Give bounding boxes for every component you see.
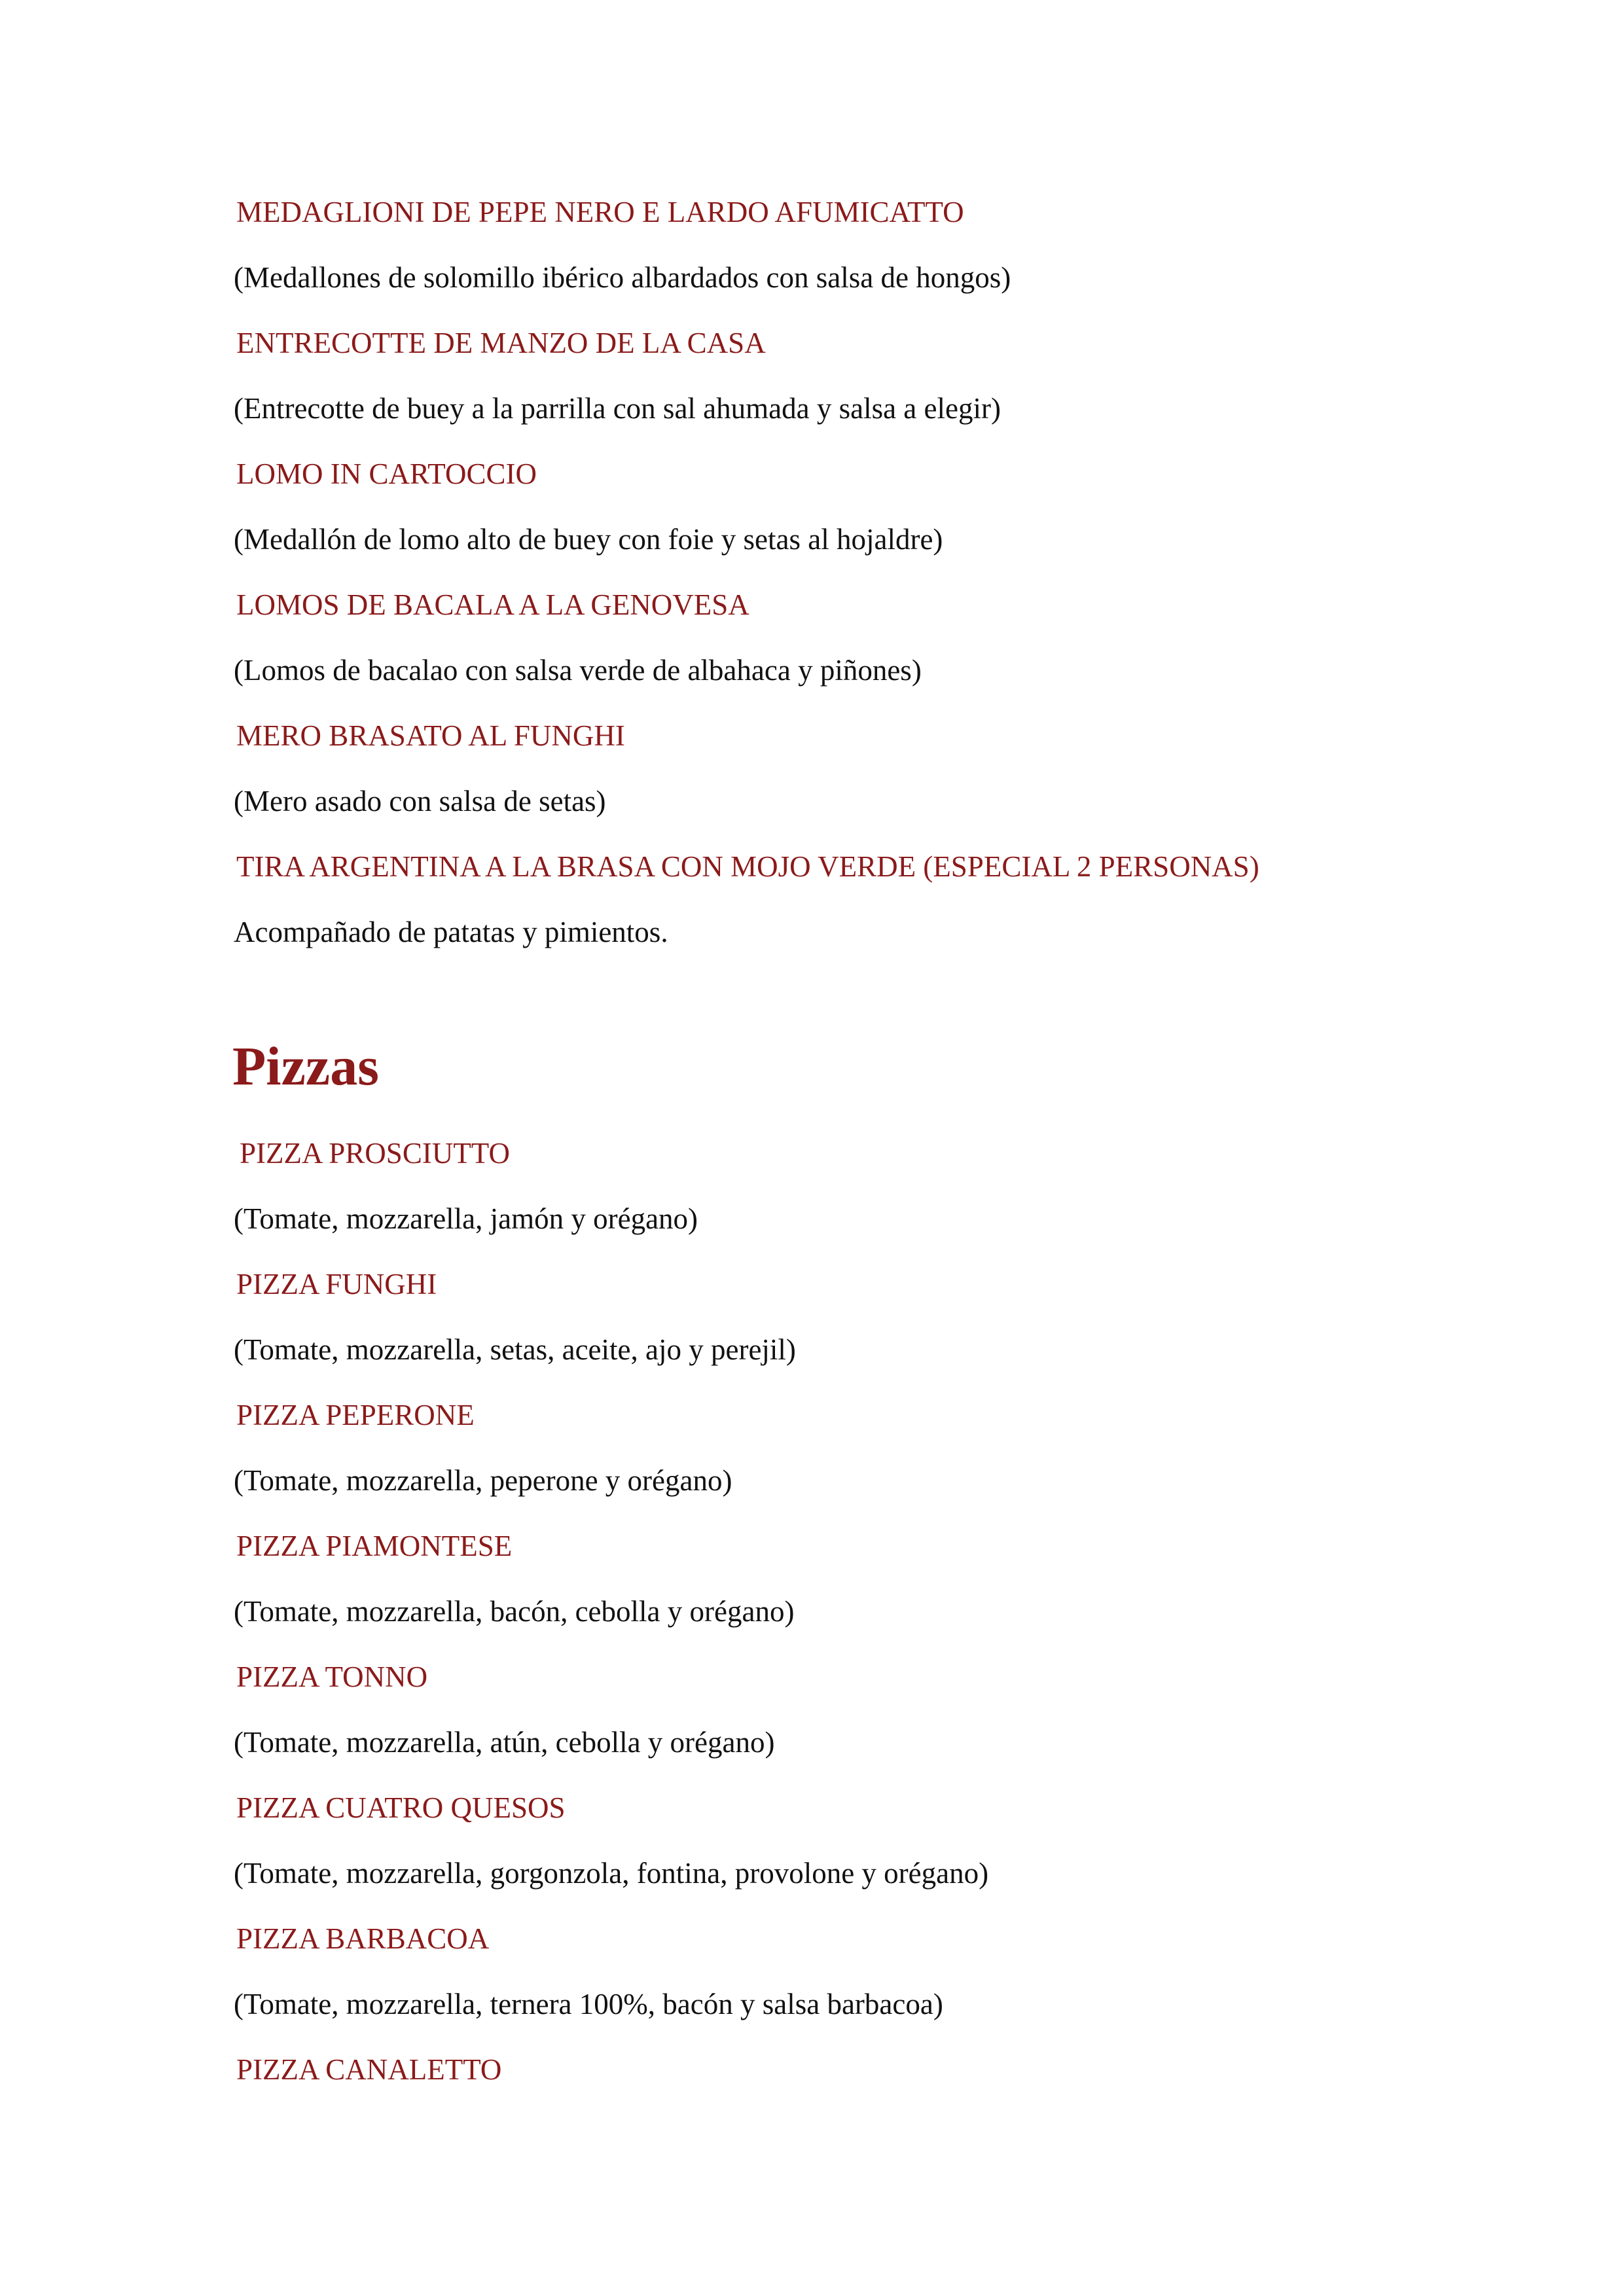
pizza-title: PIZZA CUATRO QUESOS	[236, 1791, 566, 1824]
pizza-title: PIZZA PROSCIUTTO	[240, 1137, 510, 1170]
pizza-title: PIZZA PEPERONE	[236, 1399, 475, 1431]
dish-description: (Mero asado con salsa de setas)	[234, 785, 606, 817]
pizza-description: (Tomate, mozzarella, peperone y orégano)	[234, 1464, 732, 1497]
dish-title: LOMO IN CARTOCCIO	[236, 457, 537, 490]
dish-title: MEDAGLIONI DE PEPE NERO E LARDO AFUMICATTO	[236, 196, 964, 228]
pizza-description: (Tomate, mozzarella, jamón y orégano)	[234, 1202, 698, 1235]
pizza-title: PIZZA TONNO	[236, 1660, 428, 1693]
dish-description: (Medallones de solomillo ibérico albardados con salsa de hongos)	[234, 261, 1011, 294]
dish-description: (Entrecotte de buey a la parrilla con sal ahumada y salsa a elegir)	[234, 392, 1001, 425]
pizza-description: (Tomate, mozzarella, atún, cebolla y orégano)	[234, 1726, 775, 1759]
dish-title: TIRA ARGENTINA A LA BRASA CON MOJO VERDE (ESPECIAL 2 PERSONAS)	[236, 850, 1259, 883]
pizza-title: PIZZA CANALETTO	[236, 2053, 502, 2086]
dish-title: MERO BRASATO AL FUNGHI	[236, 719, 625, 752]
dish-title: ENTRECOTTE DE MANZO DE LA CASA	[236, 327, 766, 359]
dish-description: (Medallón de lomo alto de buey con foie y setas al hojaldre)	[234, 523, 943, 556]
pizza-description: (Tomate, mozzarella, ternera 100%, bacón y salsa barbacoa)	[234, 1988, 943, 2020]
pizza-title: PIZZA BARBACOA	[236, 1922, 490, 1955]
dish-description: Acompañado de patatas y pimientos.	[234, 916, 668, 948]
pizza-description: (Tomate, mozzarella, gorgonzola, fontina, provolone y orégano)	[234, 1857, 989, 1890]
dish-title: LOMOS DE BACALA A LA GENOVESA	[236, 588, 749, 621]
section-heading-pizzas: Pizzas	[232, 1036, 379, 1097]
pizza-description: (Tomate, mozzarella, setas, aceite, ajo y perejil)	[234, 1333, 796, 1366]
pizza-title: PIZZA PIAMONTESE	[236, 1530, 513, 1562]
pizza-title: PIZZA FUNGHI	[236, 1268, 437, 1300]
dish-description: (Lomos de bacalao con salsa verde de albahaca y piñones)	[234, 654, 922, 687]
pizza-description: (Tomate, mozzarella, bacón, cebolla y orégano)	[234, 1595, 795, 1628]
